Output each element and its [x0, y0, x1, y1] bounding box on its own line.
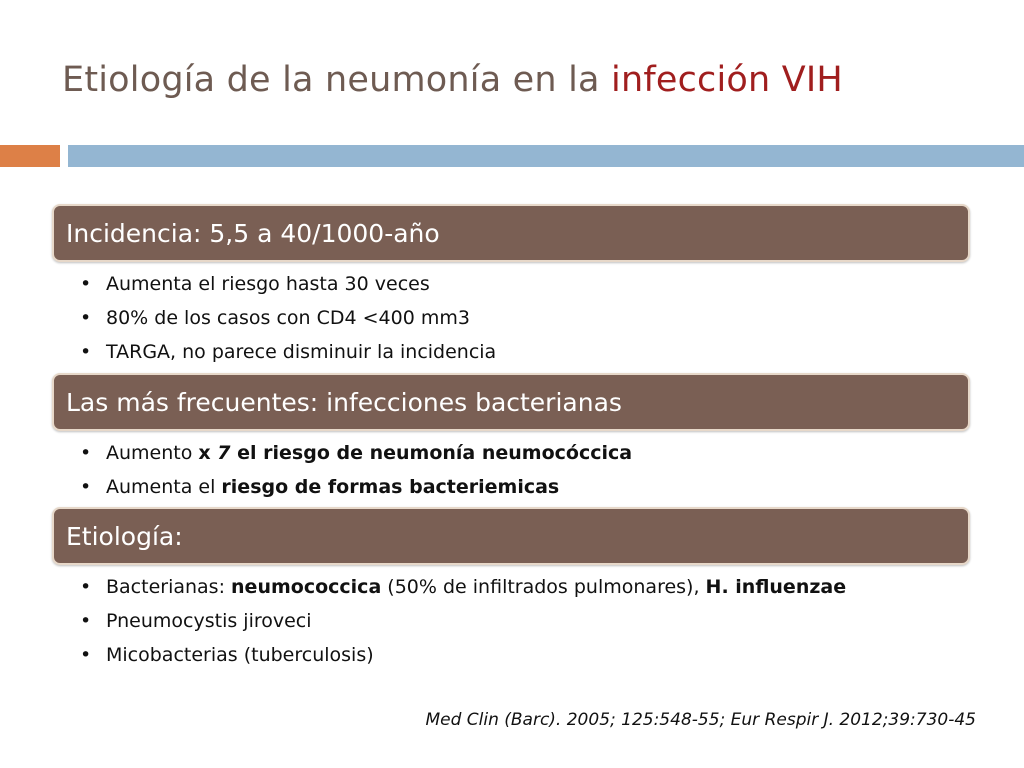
title-accent: infección VIH	[611, 60, 843, 100]
bullet-icon: •	[80, 341, 92, 363]
list-item: • Aumento x 7 el riesgo de neumonía neumocóccica	[80, 436, 880, 470]
list-item: • TARGA, no parece disminuir la incidencia	[80, 335, 880, 369]
bullet-list-etiologia	[80, 570, 880, 672]
bullet-list-incidencia	[80, 267, 880, 369]
bullet-icon: •	[80, 273, 92, 295]
list-item: • Bacterianas: neumococcica (50% de infiltrados pulmonares), H. influenzae	[80, 576, 847, 598]
section-heading-text: Las más frecuentes: infecciones bacterianas	[66, 387, 622, 417]
list-item: • Micobacterias (tuberculosis)	[80, 638, 880, 672]
bullet-icon: •	[80, 476, 92, 498]
list-item: • Pneumocystis jiroveci	[80, 604, 880, 638]
section-heading-frecuentes	[52, 373, 970, 431]
list-item: • Aumenta el riesgo de formas bacteriemicas	[80, 470, 880, 504]
bullet-icon: •	[80, 644, 92, 666]
citation-reference: Med Clin (Barc). 2005; 125:548-55; Eur Respir J. 2012;39:730-45	[425, 710, 976, 730]
title-main: Etiología de la neumonía en la	[62, 60, 612, 100]
orange-accent-bar	[0, 145, 60, 167]
bullet-icon: •	[80, 307, 92, 329]
bullet-icon: •	[80, 610, 92, 632]
slide-title	[62, 60, 843, 100]
list-item: • Aumenta el riesgo hasta 30 veces	[80, 267, 880, 301]
bullet-list-frecuentes	[80, 436, 880, 504]
section-heading-incidencia	[52, 204, 970, 262]
list-item: • 80% de los casos con CD4 <400 mm3	[80, 301, 880, 335]
section-heading-text: Incidencia: 5,5 a 40/1000-año	[66, 218, 440, 248]
blue-accent-bar	[68, 145, 1024, 167]
section-heading-etiologia	[52, 507, 970, 565]
bullet-icon: •	[80, 442, 92, 464]
section-heading-text: Etiología:	[66, 521, 183, 551]
bullet-icon: •	[80, 576, 92, 598]
